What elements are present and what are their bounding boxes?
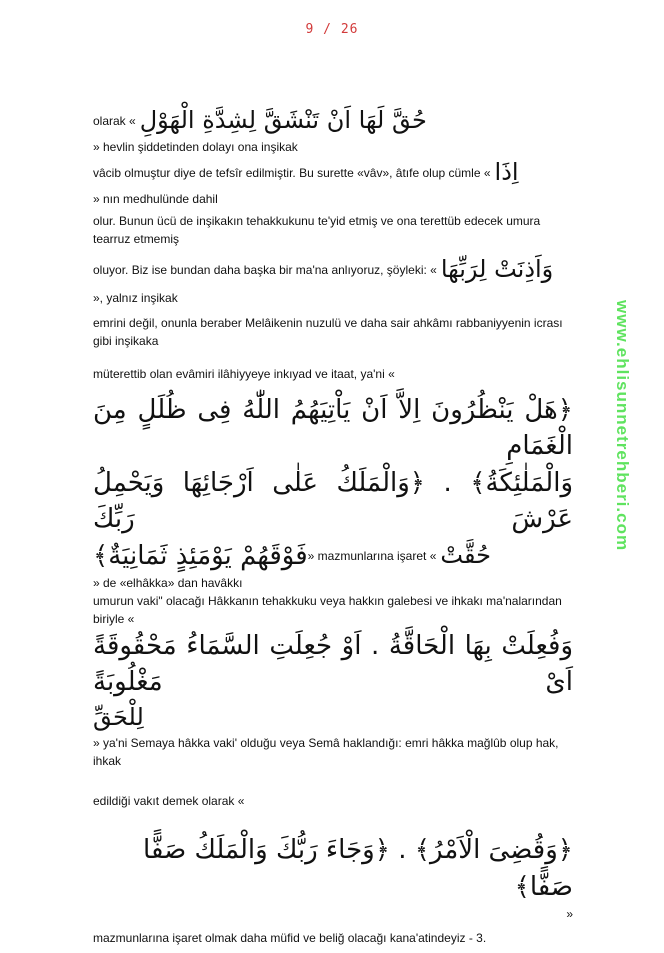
arabic-line [93, 628, 573, 701]
text: mazmunlarına işaret olmak daha müfid ve beliğ olacağı kana'atindeyiz - 3. [93, 931, 487, 946]
arabic-text: حُقَّ لَهَا اَنْ تَنْشَقَّ لِشِدَّةِ الْهَوْلِ [139, 106, 427, 135]
watermark: www.ehlisunnetrehberi.com [613, 300, 632, 552]
arabic-text: ﴿وَقُضِىَ الْاَمْرُ﴾ . ﴿وَجَاءَ رَبُّكَ وَالْمَلَكُ صَفًّا صَفًّا﴾ [143, 835, 573, 902]
arabic-text: ﴿هَلْ يَنْظُرُونَ اِلاَّ اَنْ يَاْتِيَهُمُ اللّٰهُ فِى ظُلَلٍ مِنَ الْغَمَامِ [93, 395, 573, 462]
text-line [93, 252, 573, 308]
text-line [93, 308, 573, 356]
text-line [93, 538, 573, 592]
text: » de «elhâkka» dan havâkkı [93, 575, 243, 590]
text: » hevlin şiddetinden dolayı ona inşikak [93, 139, 298, 154]
arabic-line [93, 392, 573, 465]
text: », yalnız inşikak [93, 290, 178, 305]
text: emrini değil, onunla beraber Melâikenin nuzulü ve daha sair ahkâmı rabbaniyyenin icrası gibi inşikaka [93, 316, 563, 348]
text: » mazmunlarına işaret « [307, 548, 437, 563]
arabic-text: اِذَا [494, 158, 519, 187]
text: edildiği vakıt demek olarak « [93, 794, 245, 809]
text-line [93, 770, 573, 832]
text: vâcib olmuştur diye de tefsîr edilmiştir. Bu surette «vâv», âtıfe olup cümle « [93, 165, 491, 180]
arabic-text: وَاَذِنَتْ لِرَبِّهَا [440, 255, 554, 284]
arabic-line [93, 465, 573, 538]
text: olarak « [93, 113, 136, 128]
page-body [93, 104, 573, 953]
text-line [93, 923, 573, 953]
text: » [566, 907, 573, 922]
arabic-text: لِلْحَقِّ [93, 702, 144, 731]
text-line [93, 156, 573, 208]
text: oluyor. Biz ise bundan daha başka bir ma'na anlıyoruz, şöyleki: « [93, 262, 437, 277]
arabic-text: حُقَّتْ [440, 540, 491, 569]
arabic-text: فَوْقَهُمْ يَوْمَئِذٍ ثَمَانِيَةٌ﴾ [93, 540, 308, 571]
text-line [93, 104, 573, 156]
page-number: 9 / 26 [305, 22, 359, 37]
text: müterettib olan evâmiri ilâhiyyeye inkıyad ve itaat, ya'ni « [93, 367, 395, 381]
text: » nın medhulünde dahil [93, 191, 218, 206]
text: » ya'ni Semaya hâkka vaki' olduğu veya Semâ haklandığı: emri hâkka mağlûb olup hak, ihkak [93, 736, 559, 769]
arabic-text: وَالْمَلٰئِكَةُ﴾ . ﴿وَالْمَلَكُ عَلٰى اَرْجَائِهَا وَيَحْمِلُ عَرْشَ رَبِّكَ [93, 467, 573, 535]
text-line [93, 356, 573, 392]
text-line [93, 208, 573, 252]
text-line [93, 701, 573, 771]
arabic-line [93, 832, 573, 923]
arabic-text: وَفُعِلَتْ بِهَا الْحَاقَّةُ . اَوْ جُعِلَتِ السَّمَاءُ مَحْقُوقَةً اَىْ مَغْلُوبَةً [93, 630, 573, 698]
text: olur. Bunun ücü de inşikakın tehakkukunu te'yid etmiş ve ona terettüb edecek umura tearruz etmemiş [93, 214, 541, 246]
text-line [93, 592, 573, 628]
text: umurun vaki" olacağı Hâkkanın tehakkuku veya hakkın galebesi ve ihkakı ma'nalarından biriyle « [93, 593, 562, 626]
